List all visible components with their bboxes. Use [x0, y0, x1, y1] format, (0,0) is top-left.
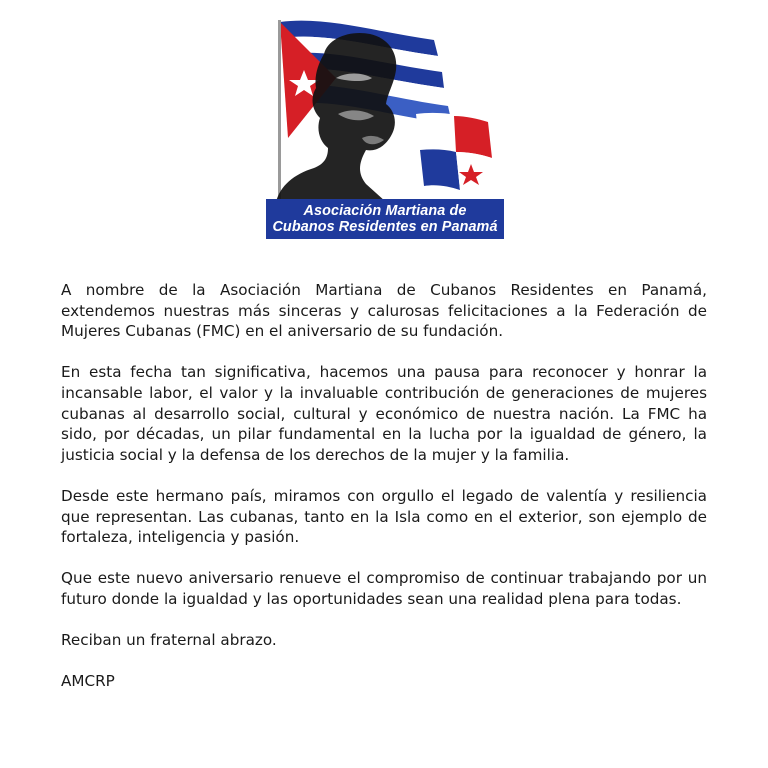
paragraph-greeting: A nombre de la Asociación Martiana de Cubanos Residentes en Panamá, extendemos nuestras más sinceras y calurosas felicitaciones a la Federación de Mujeres Cubanas (FMC) en el aniversario de su fundación. [61, 281, 707, 341]
signature: AMCRP [61, 672, 115, 691]
paragraph-recognition: En esta fecha tan significativa, hacemos una pausa para reconocer y honrar la incansable labor, el valor y la invaluable contribución de generaciones de mujeres cubanas al desarrollo social, cultural y económico de nuestra nación. La FMC ha sido, por décadas, un pilar fundamental en la lucha por la igualdad de género, la justicia social y la defensa de los derechos de la mujer y la familia. [61, 363, 707, 464]
banner-line-1: Asociación Martiana de [303, 203, 467, 219]
association-logo [266, 18, 504, 240]
association-name-banner [266, 199, 504, 239]
flags-portrait-emblem [266, 18, 504, 202]
closing-line: Reciban un fraternal abrazo. [61, 631, 277, 650]
paragraph-wish: Que este nuevo aniversario renueve el compromiso de continuar trabajando por un futuro donde la igualdad y las oportunidades sean una realidad plena para todas. [61, 569, 707, 608]
banner-line-2: Cubanos Residentes en Panamá [272, 219, 498, 235]
paragraph-pride: Desde este hermano país, miramos con orgullo el legado de valentía y resiliencia que representan. Las cubanas, tanto en la Isla como en el exterior, son ejemplo de fortaleza, inteligencia y pasión. [61, 486, 707, 547]
letter-body [61, 280, 707, 712]
